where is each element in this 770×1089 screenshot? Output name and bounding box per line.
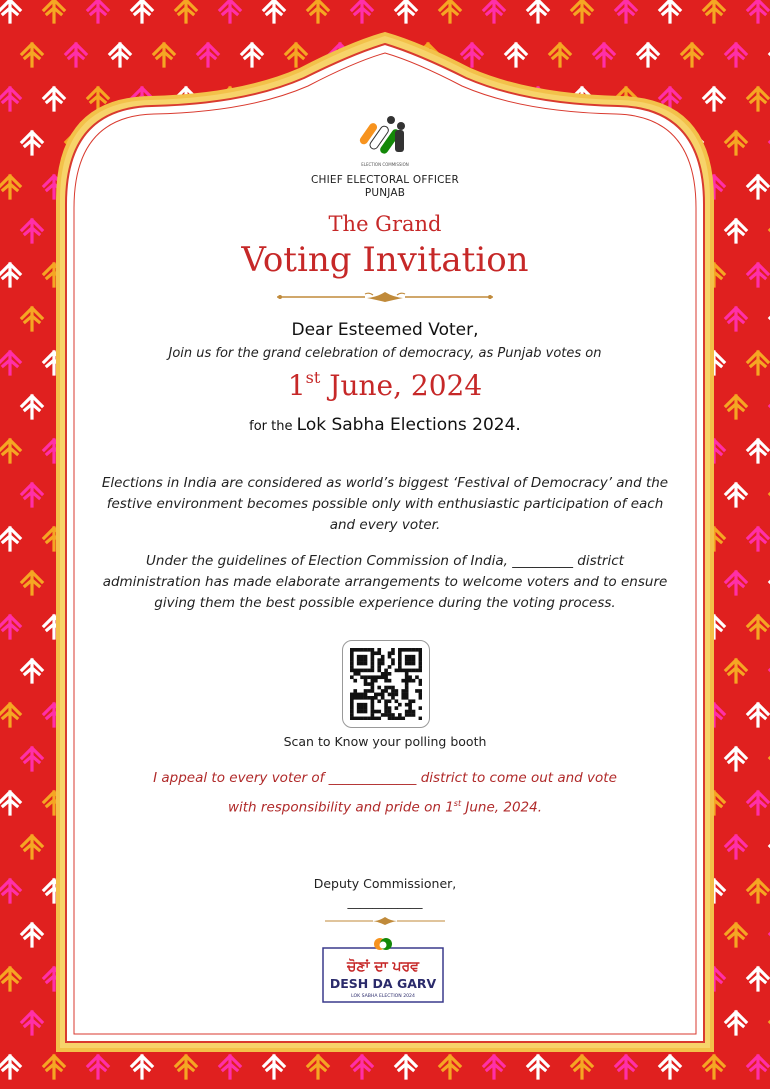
logo-punjabi: ਚੋਣਾਂ ਦਾ ਪਰਵ <box>346 959 420 975</box>
appeal-line1: I appeal to every voter of _____________ district to come out and vote <box>153 770 617 786</box>
paragraph-festival: Elections in India are considered as world’s biggest ‘Festival of Democracy’ and the festive environment becomes possible only with enthusiastic participation of each and every voter. <box>101 475 669 533</box>
for-prefix: for the <box>249 419 297 434</box>
office-name-line2: PUNJAB <box>364 187 406 199</box>
chunavan-da-parv-logo <box>322 934 444 1004</box>
logo-english: DESH DA GARV <box>329 976 437 991</box>
election-name <box>70 415 700 435</box>
appeal-line2-pre: with responsibility and pride on 1 <box>227 799 454 816</box>
date-suffix: st <box>305 368 321 387</box>
qr-code-icon <box>350 648 422 720</box>
election-commission-emblem-icon <box>357 112 413 168</box>
election-date <box>70 368 700 402</box>
office-name-line1: CHIEF ELECTORAL OFFICER <box>310 174 459 186</box>
small-ornament-divider <box>325 916 445 926</box>
for-event: Lok Sabha Elections 2024. <box>296 415 521 435</box>
appeal-line2-sup: st <box>453 799 462 808</box>
salutation: Dear Esteemed Voter, <box>291 320 479 340</box>
appeal-text <box>100 765 670 821</box>
signatory-title: Deputy Commissioner, <box>313 876 457 891</box>
title-small: The Grand <box>328 212 442 236</box>
svg-text:ELECTION COMMISSION: ELECTION COMMISSION <box>361 162 409 167</box>
paragraph-guidelines: Under the guidelines of Election Commission of India, _________ district administration has made elaborate arrangements to welcome voters and to ensure giving them the best possible experience during the voting process. <box>102 553 668 611</box>
ornament-divider <box>277 290 493 304</box>
qr-caption: Scan to Know your polling booth <box>283 734 487 749</box>
qr-code[interactable] <box>342 640 430 728</box>
logo-small: LOK SABHA ELECTION 2024 <box>351 994 415 999</box>
date-day: 1 <box>287 369 306 402</box>
signatory-blank: ____________ <box>347 894 423 909</box>
page-title: Voting Invitation <box>241 240 529 280</box>
join-text: Join us for the grand celebration of democracy, as Punjab votes on <box>168 346 602 361</box>
appeal-line2-post: June, 2024. <box>461 799 543 816</box>
appeal-line2 <box>100 791 670 821</box>
date-rest: June, 2024 <box>320 369 483 402</box>
